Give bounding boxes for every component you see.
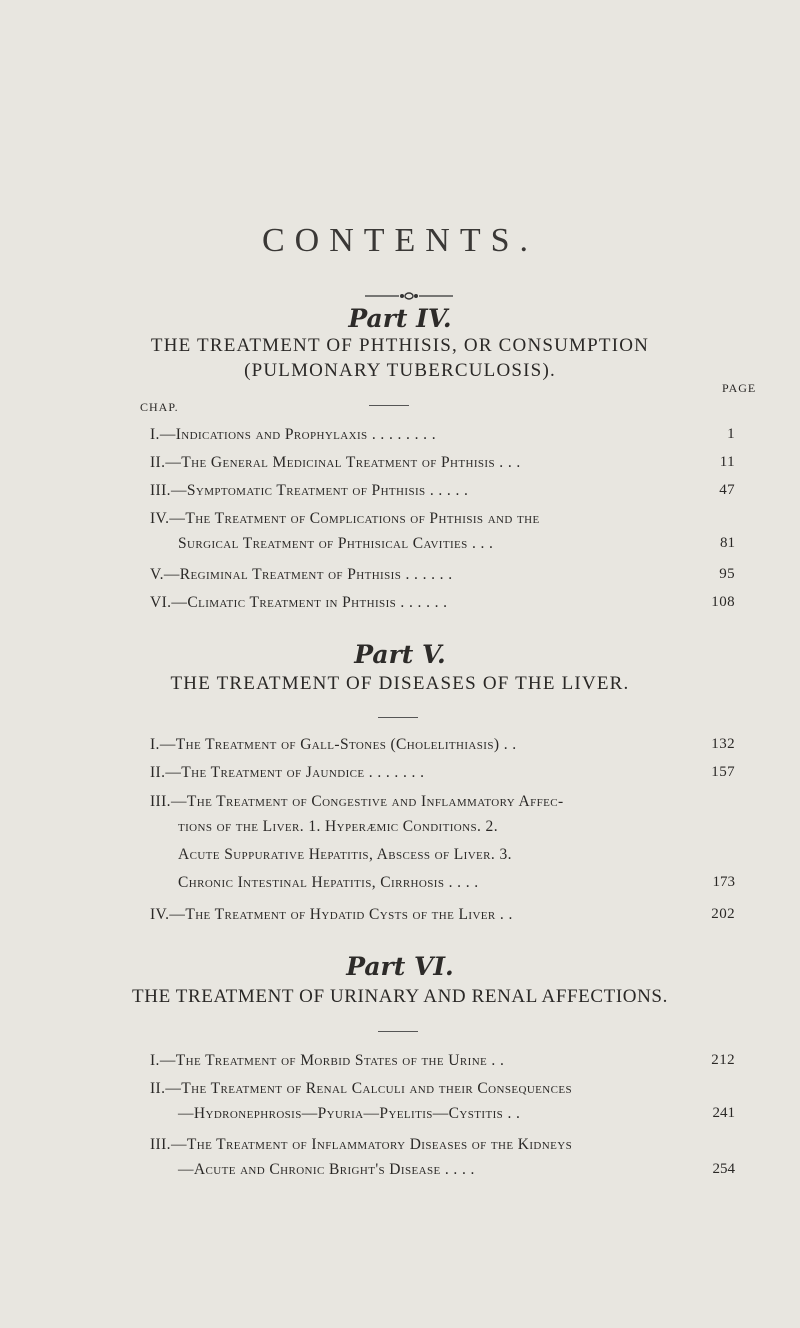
ornament-divider-icon — [365, 292, 453, 300]
toc-entry-text: III.—The Treatment of Inflammatory Diseases of the Kidneys — [150, 1136, 573, 1153]
chapter-column-label: CHAP. — [140, 400, 179, 414]
toc-entry-text: IV.—The Treatment of Hydatid Cysts of the Liver . . — [150, 906, 513, 923]
toc-entry-continuation: —Hydronephrosis—Pyuria—Pyelitis—Cystitis . . — [178, 1105, 521, 1122]
divider-rule — [369, 405, 409, 406]
toc-entry-page: 108 — [711, 594, 735, 610]
toc-entry-text: IV.—The Treatment of Complications of Phthisis and the — [150, 510, 540, 527]
toc-entry-text: II.—The General Medicinal Treatment of Phthisis . . . — [150, 454, 521, 471]
toc-entry-continuation: —Acute and Chronic Bright's Disease . . . . — [178, 1161, 475, 1178]
part-v-heading: THE TREATMENT OF DISEASES OF THE LIVER. — [170, 673, 630, 694]
toc-entry-page: 157 — [711, 764, 735, 780]
toc-entry-page: 132 — [711, 736, 735, 752]
toc-entry-page: 241 — [712, 1105, 735, 1121]
toc-entry-text: II.—The Treatment of Renal Calculi and their Consequences — [150, 1080, 572, 1097]
toc-entry-page: 81 — [720, 535, 735, 551]
toc-entry-text: I.—The Treatment of Morbid States of the Urine . . — [150, 1052, 505, 1069]
toc-entry-text: III.—Symptomatic Treatment of Phthisis . . . . . — [150, 482, 469, 499]
toc-entry-text: VI.—Climatic Treatment in Phthisis . . . . . . — [150, 594, 448, 611]
toc-entry-continuation: Acute Suppurative Hepatitis, Abscess of Liver. 3. — [178, 846, 512, 863]
part-iv-label: Part IV. — [348, 304, 452, 333]
part-iv-heading: THE TREATMENT OF PHTHISIS, OR CONSUMPTION — [150, 335, 650, 356]
toc-entry-page: 212 — [711, 1052, 735, 1068]
divider-rule — [378, 1031, 418, 1032]
toc-entry-text: III.—The Treatment of Congestive and Inflammatory Affec- — [150, 793, 564, 810]
part-iv-subheading: (PULMONARY TUBERCULOSIS). — [244, 360, 556, 381]
toc-entry-text: I.—Indications and Prophylaxis . . . . . . . . — [150, 426, 436, 443]
toc-entry-text: II.—The Treatment of Jaundice . . . . . . . — [150, 764, 425, 781]
toc-entry-page: 173 — [712, 874, 735, 890]
toc-entry-page: 47 — [719, 482, 735, 498]
toc-entry-continuation: Chronic Intestinal Hepatitis, Cirrhosis . . . . — [178, 874, 479, 891]
page-title: CONTENTS. — [261, 222, 539, 259]
toc-entry-page: 11 — [719, 454, 735, 470]
toc-entry-page: 254 — [712, 1161, 735, 1177]
toc-entry-continuation: tions of the Liver. 1. Hyperæmic Conditions. 2. — [178, 818, 498, 835]
toc-entry-page: 95 — [719, 566, 735, 582]
part-v-label: Part V. — [354, 640, 446, 669]
toc-entry-page: 202 — [711, 906, 735, 922]
toc-entry-text: I.—The Treatment of Gall-Stones (Cholelithiasis) . . — [150, 736, 517, 753]
divider-rule — [378, 717, 418, 718]
toc-entry-text: V.—Regiminal Treatment of Phthisis . . . . . . — [150, 566, 453, 583]
toc-entry-continuation: Surgical Treatment of Phthisical Cavities . . . — [178, 535, 494, 552]
part-vi-label: Part VI. — [346, 952, 454, 981]
part-vi-heading: THE TREATMENT OF URINARY AND RENAL AFFECTIONS. — [132, 986, 668, 1007]
toc-entry-page: 1 — [727, 426, 735, 442]
page-column-label: PAGE — [722, 381, 757, 395]
